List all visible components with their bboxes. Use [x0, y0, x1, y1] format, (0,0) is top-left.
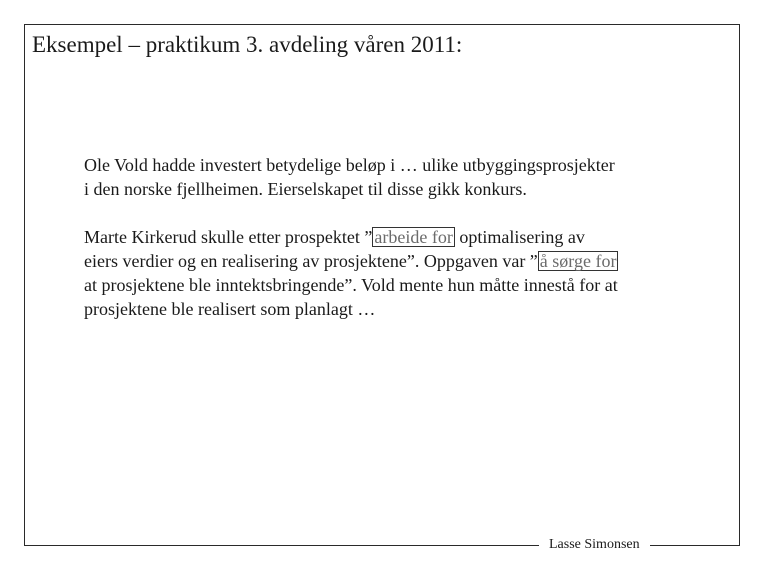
paragraph-1-line-1: Ole Vold hadde investert betydelige beløp i … ulike utbyggingsprosjekter: [84, 155, 615, 175]
footer-author: Lasse Simonsen: [539, 535, 650, 555]
slide-title: Eksempel – praktikum 3. avdeling våren 2011:: [32, 32, 463, 57]
paragraph-2-line-3: at prosjektene ble inntektsbringende”. Vold mente hun måtte innestå for at: [84, 275, 618, 295]
paragraph-2-line-1-start: Marte Kirkerud skulle etter prospektet ”: [84, 227, 373, 247]
paragraph-2-line-2: [84, 249, 714, 273]
paragraph-2-line-2-start: eiers verdier og en realisering av prosjektene”. Oppgaven var ”: [84, 251, 538, 271]
highlighted-phrase-arbeide-for: arbeide for: [374, 227, 453, 247]
footer-rule: [673, 545, 739, 546]
paragraph-2-line-1: [84, 225, 714, 249]
slide-body: [84, 153, 714, 321]
highlighted-phrase-sorge-for: å sørge for: [539, 251, 617, 271]
paragraph-2-line-4: prosjektene ble realisert som planlagt …: [84, 299, 376, 319]
paragraph-1: [84, 153, 714, 201]
paragraph-2: [84, 225, 714, 321]
paragraph-1-line-2: i den norske fjellheimen. Eierselskapet til disse gikk konkurs.: [84, 179, 527, 199]
paragraph-2-line-1-end: optimalisering av: [454, 227, 585, 247]
